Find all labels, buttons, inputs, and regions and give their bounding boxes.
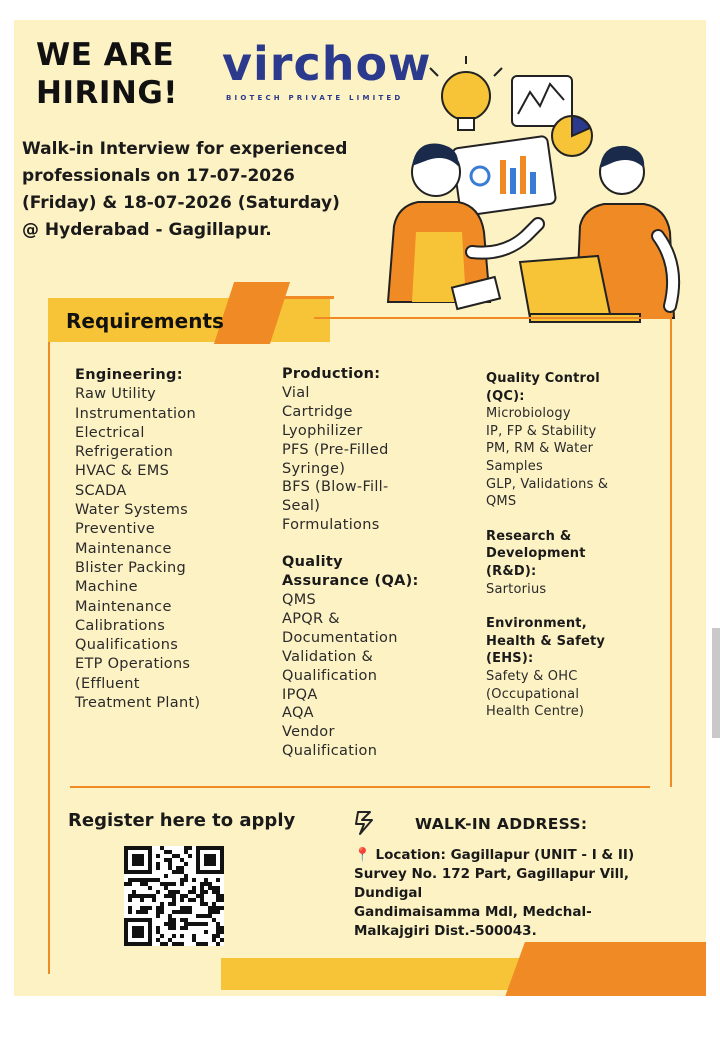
lightbulb-icon [430, 56, 502, 130]
list-item: GLP, Validations & [486, 476, 609, 492]
engineering-list [75, 385, 275, 713]
headline-line-1: WE ARE [36, 37, 175, 73]
intro-line-4: @ Hyderabad - Gagillapur. [22, 220, 272, 240]
list-item: Sartorius [486, 581, 547, 597]
list-item: Qualification [282, 667, 378, 684]
list-item: Vendor [282, 724, 335, 741]
frame-top-line [314, 317, 672, 319]
qa-group [282, 553, 482, 761]
ehs-heading-line-1: Environment, [486, 616, 587, 632]
list-item: Documentation [282, 629, 398, 646]
location-pin-icon: 📍 [354, 847, 371, 863]
production-list [282, 384, 482, 535]
list-item: Safety & OHC [486, 668, 578, 684]
requirements-title: Requirements [66, 309, 224, 333]
walk-in-intro [22, 136, 392, 244]
list-item: Qualification [282, 743, 378, 760]
list-item: APQR & [282, 610, 340, 627]
address-logo-icon [350, 808, 380, 838]
rnd-heading-line-2: Development [486, 546, 586, 562]
intro-line-3: (Friday) & 18-07-2026 (Saturday) [22, 193, 340, 213]
requirements-banner-line [269, 296, 334, 299]
list-item: Syringe) [282, 460, 346, 477]
list-item: (Effluent [75, 675, 140, 692]
list-item: Refrigeration [75, 444, 174, 461]
walk-in-address-title: WALK-IN ADDRESS: [415, 815, 588, 833]
qa-heading-line-1: Quality [282, 554, 343, 571]
pie-chart-icon [552, 116, 592, 156]
list-item: PM, RM & Water [486, 441, 594, 457]
qc-group [486, 370, 686, 511]
list-item: AQA [282, 705, 314, 722]
qc-list [486, 405, 686, 511]
frame-left-line [48, 342, 50, 974]
list-item: Seal) [282, 498, 321, 515]
qc-rnd-ehs-column [486, 370, 686, 738]
list-item: Treatment Plant) [75, 695, 201, 712]
list-item: Instrumentation [75, 405, 196, 422]
hiring-poster [14, 20, 706, 996]
logo-tagline: BIOTECH PRIVATE LIMITED [226, 94, 404, 102]
headline-line-2: HIRING! [36, 75, 178, 111]
list-item: QMS [486, 494, 517, 510]
list-item: Maintenance [75, 540, 172, 557]
list-item: SCADA [75, 482, 127, 499]
frame-divider-line [70, 786, 650, 788]
address-line-1: Location: Gagillapur (UNIT - I & II) [375, 847, 635, 863]
list-item: Qualifications [75, 637, 179, 654]
list-item: HVAC & EMS [75, 463, 170, 480]
production-qa-column [282, 365, 482, 779]
engineering-column [75, 366, 275, 713]
qc-heading-line-1: Quality Control [486, 371, 600, 386]
walk-in-address [354, 846, 694, 941]
list-item: Health Centre) [486, 704, 585, 720]
list-item: IP, FP & Stability [486, 423, 597, 439]
ehs-heading-line-3: (EHS): [486, 651, 534, 667]
intro-line-2: professionals on 17-07-2026 [22, 166, 295, 186]
list-item: IPQA [282, 686, 318, 703]
logo-wordmark: virchow [222, 37, 432, 91]
address-line-3: Dundigal [354, 885, 423, 901]
qa-heading-line-2: Assurance (QA): [282, 573, 419, 590]
list-item: Samples [486, 458, 543, 474]
ehs-heading-line-2: Health & Safety [486, 633, 606, 649]
list-item: Lyophilizer [282, 422, 363, 439]
list-item: ETP Operations [75, 656, 191, 673]
list-item: Cartridge [282, 403, 353, 420]
list-item: Formulations [282, 517, 380, 534]
register-label: Register here to apply [68, 810, 296, 831]
list-item: Microbiology [486, 406, 571, 422]
ehs-group [486, 615, 686, 721]
qc-heading-line-2: (QC): [486, 388, 525, 404]
list-item: BFS (Blow-Fill- [282, 479, 389, 496]
interview-illustration [354, 56, 706, 326]
ehs-list [486, 668, 686, 721]
list-item: Electrical [75, 424, 145, 441]
side-scroll-marker [712, 628, 720, 738]
qr-code[interactable] [124, 846, 224, 946]
list-item: Water Systems [75, 502, 188, 519]
qa-list [282, 591, 482, 761]
headline [36, 36, 178, 112]
rnd-group [486, 528, 686, 598]
list-item: Vial [282, 384, 310, 401]
address-line-5: Malkajgiri Dist.-500043. [354, 923, 537, 939]
list-item: Validation & [282, 648, 374, 665]
list-item: (Occupational [486, 686, 580, 702]
address-line-2: Survey No. 172 Part, Gagillapur Vill, [354, 866, 630, 882]
list-item: Maintenance [75, 598, 172, 615]
list-item: Machine [75, 579, 138, 596]
rnd-heading-line-1: Research & [486, 528, 572, 544]
list-item: Blister Packing [75, 559, 187, 576]
bottom-banner-yellow [221, 958, 521, 990]
rnd-list [486, 581, 686, 599]
bottom-banner-orange [503, 942, 706, 996]
list-item: PFS (Pre-Filled [282, 441, 389, 458]
production-heading: Production: [282, 366, 381, 382]
address-line-4: Gandimaisamma Mdl, Medchal- [354, 904, 592, 920]
intro-line-1: Walk-in Interview for experienced [22, 139, 348, 159]
list-item: Preventive [75, 521, 155, 538]
list-item: Raw Utility [75, 386, 157, 403]
list-item: QMS [282, 591, 317, 608]
rnd-heading-line-3: (R&D): [486, 563, 537, 579]
engineering-heading: Engineering: [75, 367, 183, 383]
production-group [282, 365, 482, 535]
list-item: Calibrations [75, 617, 166, 634]
